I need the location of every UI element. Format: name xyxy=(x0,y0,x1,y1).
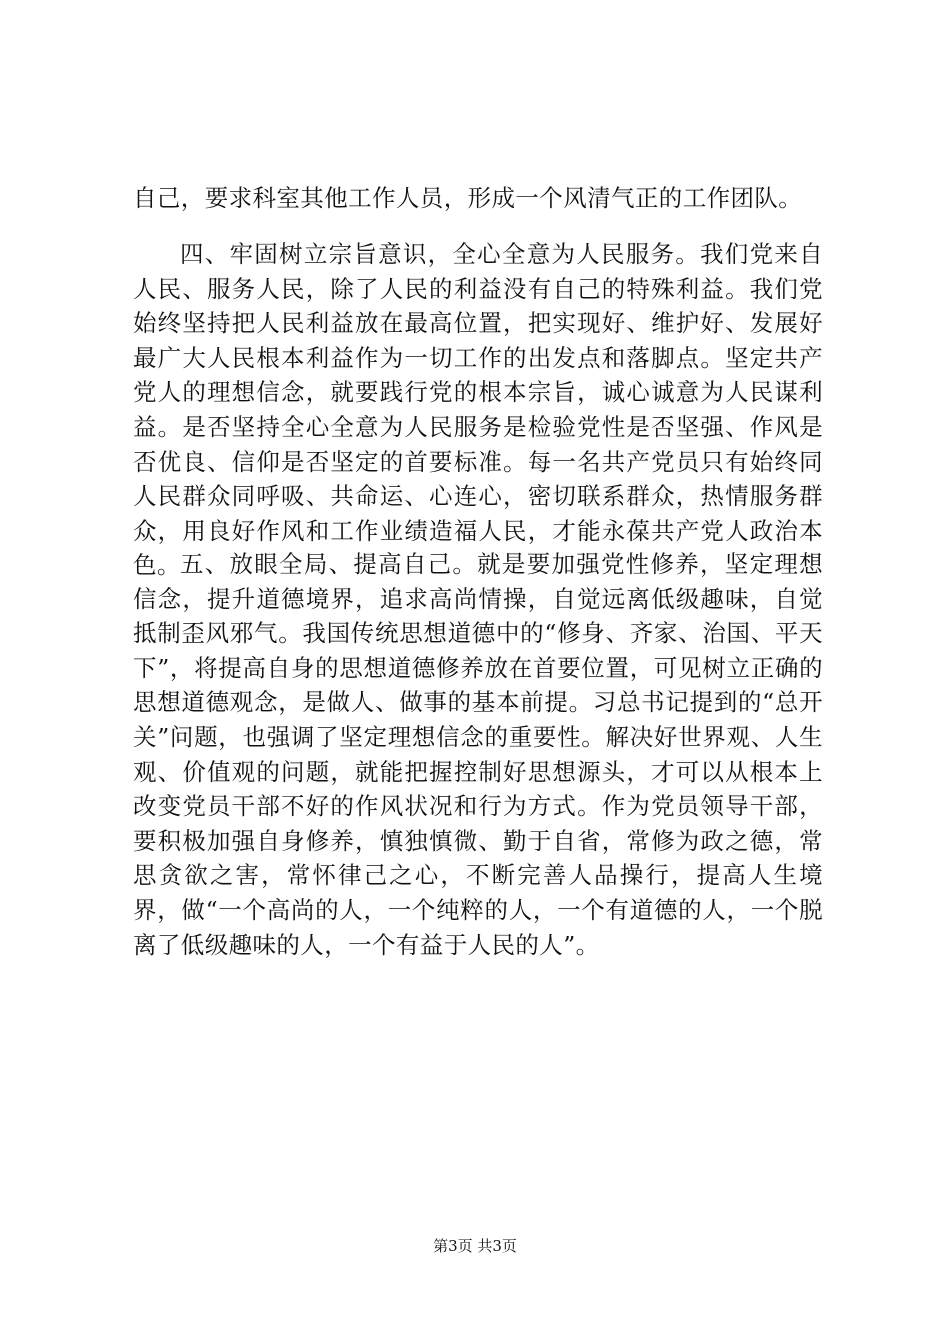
page-footer xyxy=(0,1236,950,1256)
paragraph-section-four: 四、牢固树立宗旨意识，全心全意为人民服务。我们党来自人民、服务人民，除了人民的利益没有自己的特殊利益。我们党始终坚持把人民利益放在最高位置，把实现好、维护好、发展好最广大人民根本利益作为一切工作的出发点和落脚点。坚定共产党人的理想信念，就要践行党的根本宗旨，诚心诚意为人民谋利益。是否坚持全心全意为人民服务是检验党性是否坚强、作风是否优良、信仰是否坚定的首要标准。每一名共产党员只有始终同人民群众同呼吸、共命运、心连心，密切联系群众，热情服务群众，用良好作风和工作业绩造福人民，才能永葆共产党人政治本色。 xyxy=(133,240,823,580)
paragraph-section-five: 五、放眼全局、提高自己。就是要加强党性修养，坚定理想信念，提升道德境界，追求高尚情操，自觉远离低级趣味，自觉抵制歪风邪气。我国传统思想道德中的“修身、齐家、治国、平天下”，将提高自身的思想道德修养放在首要位置，可见树立正确的思想道德观念，是做人、做事的基本前提。习总书记提到的“总开关”问题，也强调了坚定理想信念的重要性。解决好世界观、人生观、价值观的问题，就能把握控制好思想源头，才可以从根本上改变党员干部不好的作风状况和行为方式。作为党员领导干部，要积极加强自身修养，慎独慎微、勤于自省，常修为政之德，常思贪欲之害，常怀律己之心，不断完善人品操行，提高人生境界，做“一个高尚的人，一个纯粹的人，一个有道德的人，一个脱离了低级趣味的人，一个有益于人民的人”。 xyxy=(133,550,823,959)
continuation-paragraph: 自己，要求科室其他工作人员，形成一个风清气正的工作团队。 xyxy=(133,184,803,212)
continuation-block xyxy=(133,181,823,216)
section-five-block xyxy=(133,547,823,962)
page-number-indicator: 第3页 共3页 xyxy=(433,1237,517,1255)
section-four-block xyxy=(133,237,823,583)
